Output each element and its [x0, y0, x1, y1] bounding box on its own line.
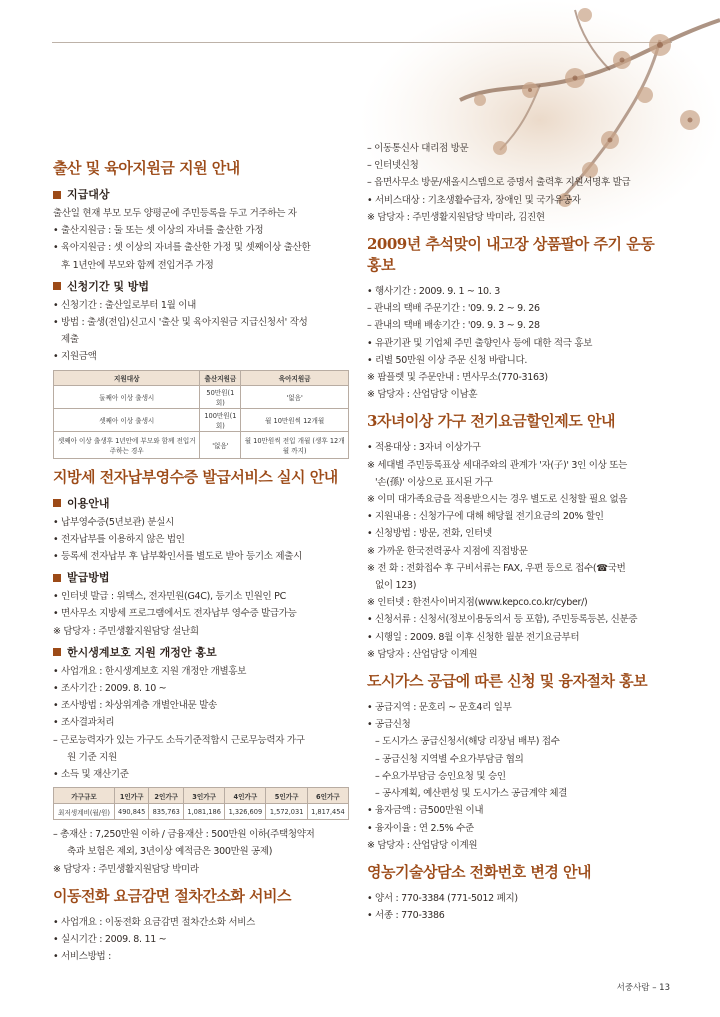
text-line: ※ 담당자 : 주민생활지원담당 박미라: [53, 863, 199, 875]
electricity-discount-title: 3자녀이상 가구 전기요금할인제도 안내: [367, 412, 615, 431]
text-line: • 납부영수증(5년보관) 분실시: [53, 516, 174, 528]
text-line: • 등록세 전자납부 후 납부확인서를 별도로 받아 등기소 제출시: [53, 551, 302, 563]
usage-heading: 이용안내: [53, 495, 353, 512]
text-line: • 육아지원금 : 셋 이상의 자녀를 출산한 가정 및 셋째이상 출산한: [53, 242, 311, 254]
text-line: ※ 담당자 : 산업담당 이계원: [367, 839, 478, 851]
text-line: 축과 보험은 제외, 3년이상 예적금은 300만원 공제): [67, 846, 273, 858]
text-line: 제출: [61, 334, 79, 346]
text-line: ※ 담당자 : 산업담당 이남훈: [367, 389, 478, 401]
text-line: – 관내의 택배 주문기간 : '09. 9. 2 ~ 9. 26: [367, 303, 540, 315]
table-header: 1인가구: [114, 788, 149, 804]
eligibility-heading: 지급대상: [53, 186, 353, 203]
text-line: • 신청방법 : 방문, 전화, 인터넷: [367, 528, 492, 540]
text-line: – 근로능력자가 있는 가구도 소득기준적합시 근로무능력자 가구: [53, 734, 305, 746]
text-line: 원 기준 지원: [67, 751, 117, 763]
text-line: • 인터넷 발급 : 위택스, 전자민원(G4C), 등기소 민원인 PC: [53, 591, 286, 603]
table-row: 둘째아 이상 출생시 50만원(1회) '없음': [54, 385, 349, 408]
text-line: • 지원금액: [53, 351, 97, 363]
text-line: • 사업개요 : 한시생계보호 지원 개정안 개별홍보: [53, 665, 247, 677]
text-line: ※ 가까운 한국전력공사 지점에 직접방문: [367, 545, 528, 557]
text-line: • 실시기간 : 2009. 8. 11 ~: [53, 934, 167, 946]
text-line: • 출산지원금 : 둘 또는 셋 이상의 자녀를 출산한 가정: [53, 225, 264, 237]
table-header: 5인가구: [266, 788, 307, 804]
text-line: • 지원내용 : 신청가구에 대해 해당월 전기요금의 20% 할인: [367, 511, 604, 523]
text-line: • 융자이율 : 연 2.5% 수준: [367, 822, 474, 834]
text-line: ※ 인터넷 : 한전사이버지점(www.kepco.co.kr/cyber/): [367, 597, 588, 609]
text-line: – 공사계획, 예산편성 및 도시가스 공급계약 체결: [375, 788, 568, 800]
text-line: ※ 팜플렛 및 주문안내 : 면사무소(770-3163): [367, 372, 548, 384]
table-header: 지원대상: [54, 370, 200, 385]
text-line: – 도시가스 공급신청서(해당 리장님 배부) 접수: [375, 736, 560, 748]
text-line: • 양서 : 770-3384 (771-5012 폐지): [367, 892, 518, 904]
text-line: ※ 담당자 : 주민생활지원담당 설난희: [53, 625, 199, 637]
issuance-heading: 발급방법: [53, 569, 353, 586]
text-line: – 이동통신사 대리점 방문: [367, 143, 469, 154]
text-line: – 인터넷신청: [367, 160, 419, 172]
text-line: • 소득 및 재산기준: [53, 769, 129, 781]
square-bullet-icon: [53, 648, 61, 656]
left-column: [53, 150, 353, 965]
text-line: • 조사기간 : 2009. 8. 10 ~: [53, 683, 167, 695]
text-line: • 유관기관 및 기업체 주민 출향인사 등에 대한 적극 홍보: [367, 337, 593, 349]
table-header: 가구규모: [54, 788, 115, 804]
livelihood-heading: 한시생계보호 지원 개정안 홍보: [53, 644, 353, 661]
text-line: 출산일 현재 부모 모두 양평군에 주민등록을 두고 거주하는 자: [53, 208, 297, 219]
text-line: • 적용대상 : 3자녀 이상가구: [367, 442, 481, 454]
table-header: 4인가구: [225, 788, 266, 804]
text-line: ※ 전 화 : 전화접수 후 구비서류는 FAX, 우편 등으로 접수(☎국번: [367, 562, 626, 574]
text-line: – 공급신청 지역별 수요가부담금 협의: [375, 753, 524, 765]
square-bullet-icon: [53, 499, 61, 507]
city-gas-title: 도시가스 공급에 따른 신청 및 융자절차 홍보: [367, 672, 648, 691]
page-number: 서중사람 – 13: [616, 983, 670, 993]
text-line: 후 1년안에 부모와 함께 전입거주 가정: [61, 259, 214, 271]
table-row: 셋째아 이상 출생후 1년안에 부모와 함께 전입거주하는 경우 '없음' 월 10만원씩 전입 개월 (생후 12개월 까지): [54, 431, 349, 458]
text-line: • 행사기간 : 2009. 9. 1 ~ 10. 3: [367, 286, 500, 298]
square-bullet-icon: [53, 191, 61, 199]
text-line: • 방법 : 출생(전입)신고시 '출산 및 육아지원금 지급신청서' 작성: [53, 317, 308, 329]
text-line: – 관내의 택배 배송기간 : '09. 9. 3 ~ 9. 28: [367, 320, 540, 332]
table-header: 6인가구: [307, 788, 348, 804]
farm-tech-phone-title: 영농기술상담소 전화번호 변경 안내: [367, 862, 592, 881]
table-row: 최저생계비(월/원) 490,845 835,763 1,081,186 1,326,609 1,572,031 1,817,454: [54, 804, 349, 820]
table-row: 셋째아 이상 출생시 100만원(1회) 월 10만원씩 12개월: [54, 408, 349, 431]
text-line: – 총재산 : 7,250만원 이하 / 금융재산 : 500만원 이하(주택청약저: [53, 829, 315, 841]
text-line: • 서비스대상 : 기초생활수급자, 장애인 및 국가유공자: [367, 194, 581, 206]
text-line: ※ 이미 대가족요금을 적용받으시는 경우 별도로 신청할 필요 없음: [367, 494, 628, 506]
support-amount-table: [53, 370, 349, 459]
text-line: – 읍면사무소 방문/새올시스템으로 증명서 출력후 지원서명후 발급: [367, 177, 631, 189]
text-line: • 리별 50만원 이상 주문 신청 바랍니다.: [367, 354, 528, 366]
text-line: – 수요가부담금 승인요청 및 승인: [375, 770, 506, 782]
text-line: • 공급지역 : 문호리 ~ 문호4리 일부: [367, 702, 512, 714]
text-line: • 전자납부를 이용하지 않은 법인: [53, 533, 185, 545]
right-column: [367, 140, 672, 924]
text-line: ※ 세대별 주민등록표상 세대주와의 관계가 '자(子)' 3인 이상 또는: [367, 459, 627, 471]
income-standard-table: [53, 787, 349, 820]
text-line: • 면사무소 지방세 프로그램에서도 전자납부 영수증 발급가능: [53, 608, 297, 620]
text-line: '손(孫)' 이상으로 표시된 가구: [375, 476, 493, 488]
text-line: • 공급신청: [367, 719, 411, 731]
text-line: ※ 담당자 : 주민생활지원담당 박미라, 김진현: [367, 211, 545, 223]
childbirth-support-title: 출산 및 육아지원금 지원 안내: [53, 159, 240, 177]
table-header: 2인가구: [149, 788, 184, 804]
square-bullet-icon: [53, 282, 61, 290]
text-line: • 신청서류 : 신청서(정보이용동의서 등 포함), 주민등록등본, 신분증: [367, 614, 638, 626]
text-line: • 신청기간 : 출산일로부터 1월 이내: [53, 299, 196, 311]
text-line: • 조사결과처리: [53, 717, 115, 729]
chuseok-promotion-title: 2009년 추석맞이 내고장 상품팔아 주기 운동 홍보: [367, 235, 655, 275]
square-bullet-icon: [53, 574, 61, 582]
table-header: 육아지원금: [241, 370, 349, 385]
table-header: 출산지원금: [200, 370, 241, 385]
table-header: 3인가구: [183, 788, 224, 804]
application-heading: 신청기간 및 방법: [53, 278, 353, 295]
local-tax-receipt-title: 지방세 전자납부영수증 발급서비스 실시 안내: [53, 467, 338, 486]
text-line: • 시행일 : 2009. 8월 이후 신청한 월분 전기요금부터: [367, 631, 580, 643]
text-line: 없이 123): [375, 580, 417, 592]
mobile-discount-title: 이동전화 요금감면 절차간소화 서비스: [53, 886, 292, 905]
text-line: • 조사방법 : 차상위계층 개별안내문 발송: [53, 700, 217, 712]
text-line: • 서종 : 770-3386: [367, 910, 445, 922]
text-line: • 융자금액 : 금500만원 이내: [367, 805, 484, 817]
text-line: ※ 담당자 : 산업담당 이계원: [367, 648, 478, 660]
text-line: • 서비스방법 :: [53, 951, 112, 963]
text-line: • 사업개요 : 이동전화 요금감면 절차간소화 서비스: [53, 916, 256, 928]
